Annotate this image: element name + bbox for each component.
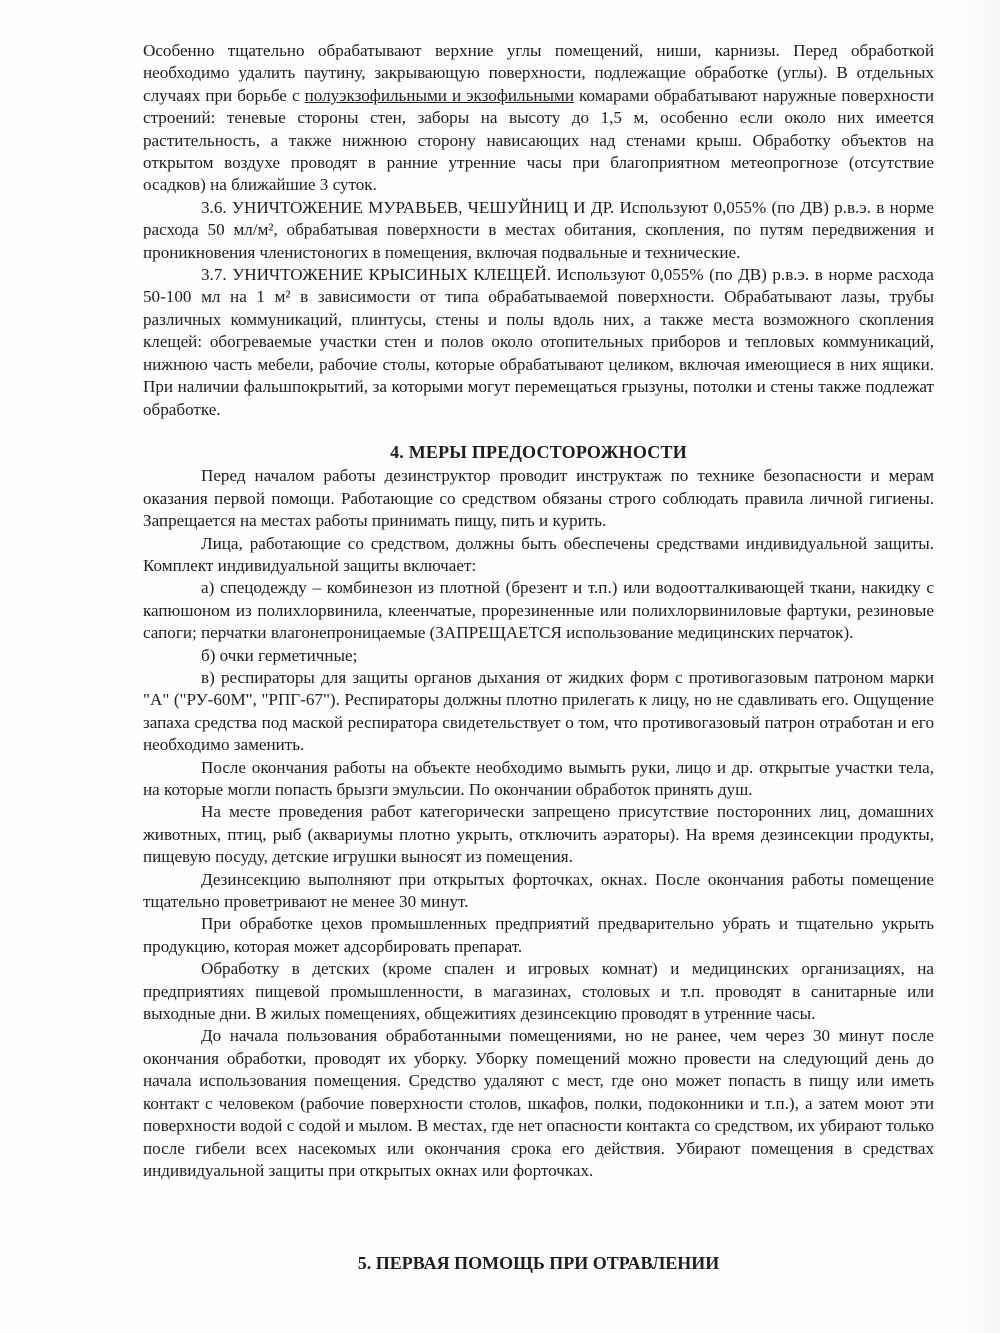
underlined-term: полуэкзофильными и экзофильными bbox=[304, 85, 574, 105]
paragraph-3-7: 3.7. УНИЧТОЖЕНИЕ КРЫСИНЫХ КЛЕЩЕЙ. Используют 0,055% (по ДВ) р.в.э. в норме расхода 50-100 мл на 1 м² в зависимости от типа обрабатываемой поверхности. Обрабатывают лазы, трубы различных коммуникаций, плинтусы, стены и полы вдоль них, а также места возможного скопления клещей: обогреваемые участки стен и полов около отопительных приборов и тепловых коммуникаций, нижнюю часть мебели, рабочие столы, которые обрабатывают целиком, включая имеющиеся в них ящики. При наличии фальшпокрытий, за которыми могут перемещаться грызуны, потолки и стены также подлежат обработке. bbox=[143, 265, 934, 419]
section-heading-5: 5. ПЕРВАЯ ПОМОЩЬ ПРИ ОТРАВЛЕНИИ bbox=[357, 1253, 720, 1273]
paragraph-4-8: До начала пользования обработанными помещениями, но не ранее, чем через 30 минут после окончания обработки, проводят их уборку. Уборку помещений можно провести на следующий день до начала использования помещения. Средство удаляют с мест, где оно может попасть в пищу или иметь контакт с человеком (рабочие поверхности столов, шкафов, полки, подоконники и т.п.), а затем моют эти поверхности водой с содой и мылом. В местах, где нет опасности контакта со средством, их убирают только после гибели всех насекомых или окончания срока его действия. Убирают помещения в средствах индивидуальной защиты при открытых окнах или форточках. bbox=[143, 1026, 934, 1180]
list-item-a: а) спецодежду – комбинезон из плотной (брезент и т.п.) или водоотталкивающей ткани, накидку с капюшоном из полихлорвинила, клеенчатые, прорезиненные или полихлорвиниловые фартуки, резиновые сапоги; перчатки влагонепроницаемые (ЗАПРЕЩАЕТСЯ использование медицинских перчаток). bbox=[143, 578, 934, 643]
paragraph-4-7: Обработку в детских (кроме спален и игровых комнат) и медицинских организациях, на предприятиях пищевой промышленности, в магазинах, столовых и т.п. проводят в санитарные или выходные дни. В жилых помещениях, общежитиях дезинсекцию проводят в утренние часы. bbox=[143, 959, 934, 1024]
scan-edge-shadow bbox=[966, 0, 1000, 1333]
paragraph-4-5: Дезинсекцию выполняют при открытых форточках, окнах. После окончания работы помещение тщательно проветривают не менее 30 минут. bbox=[143, 869, 934, 912]
paragraph-3-6: 3.6. УНИЧТОЖЕНИЕ МУРАВЬЕВ, ЧЕШУЙНИЦ И ДР. Используют 0,055% (по ДВ) р.в.э. в норме расхода 50 мл/м², обрабатывая поверхности в местах обитания, скопления, по путям передвижения и проникновения членистоногих в помещения, включая подвальные и технические. bbox=[143, 197, 934, 262]
paragraph-4-6: При обработке цехов промышленных предприятий предварительно убрать и тщательно укрыть продукцию, которая может адсорбировать препарат. bbox=[143, 914, 934, 956]
section-heading-4: 4. МЕРЫ ПРЕДОСТОРОЖНОСТИ bbox=[390, 441, 687, 462]
paragraph-intro: Особенно тщательно обрабатывают верхние углы помещений, ниши, карнизы. Перед обработкой необходимо удалить паутину, закрывающую поверхности, подлежащие обработке (углы). В отдельных случаях при борьбе с полуэкзофильными и экзофильными комарами обрабатывают наружные поверхности строений: теневые стороны стен, заборы на высоту до 1,5 м, особенно если около них имеется растительность, а также нижнюю сторону нависающих над стенами крыш. Обработку объектов на открытом воздухе проводят в ранние утренние часы при благоприятном метеопрогнозе (отсутствие осадков) на ближайшие 3 суток. bbox=[143, 41, 934, 195]
paragraph-4-3: После окончания работы на объекте необходимо вымыть руки, лицо и др. открытые участки тела, на которые могли попасть брызги эмульсии. По окончании обработок принять душ. bbox=[143, 757, 934, 799]
paragraph-4-4: На месте проведения работ категорически запрещено присутствие посторонних лиц, домашних животных, птиц, рыб (аквариумы плотно укрыть, отключить аэраторы). На время дезинсекции продукты, пищевую посуду, детские игрушки выносят из помещения. bbox=[143, 802, 934, 867]
paragraph-4-1: Перед началом работы дезинструктор проводит инструктаж по технике безопасности и мерам оказания первой помощи. Работающие со средством обязаны строго соблюдать правила личной гигиены. Запрещается на местах работы принимать пищу, пить и курить. bbox=[143, 466, 934, 531]
paragraph-4-2: Лица, работающие со средством, должны быть обеспечены средствами индивидуальной защиты. Комплект индивидуальной защиты включает: bbox=[143, 533, 934, 575]
list-item-b: б) очки герметичные; bbox=[201, 645, 358, 665]
list-item-v: в) респираторы для защиты органов дыхания от жидких форм с противогазовым патроном марки "А" ("РУ-60М", "РПГ-67"). Респираторы должны плотно прилегать к лицу, но не сдавливать его. Ощущение запаха средства под маской респиратора свидетельствует о том, что противогазовый патрон отработан и его необходимо заменить. bbox=[143, 667, 934, 755]
document-body bbox=[143, 40, 934, 1182]
